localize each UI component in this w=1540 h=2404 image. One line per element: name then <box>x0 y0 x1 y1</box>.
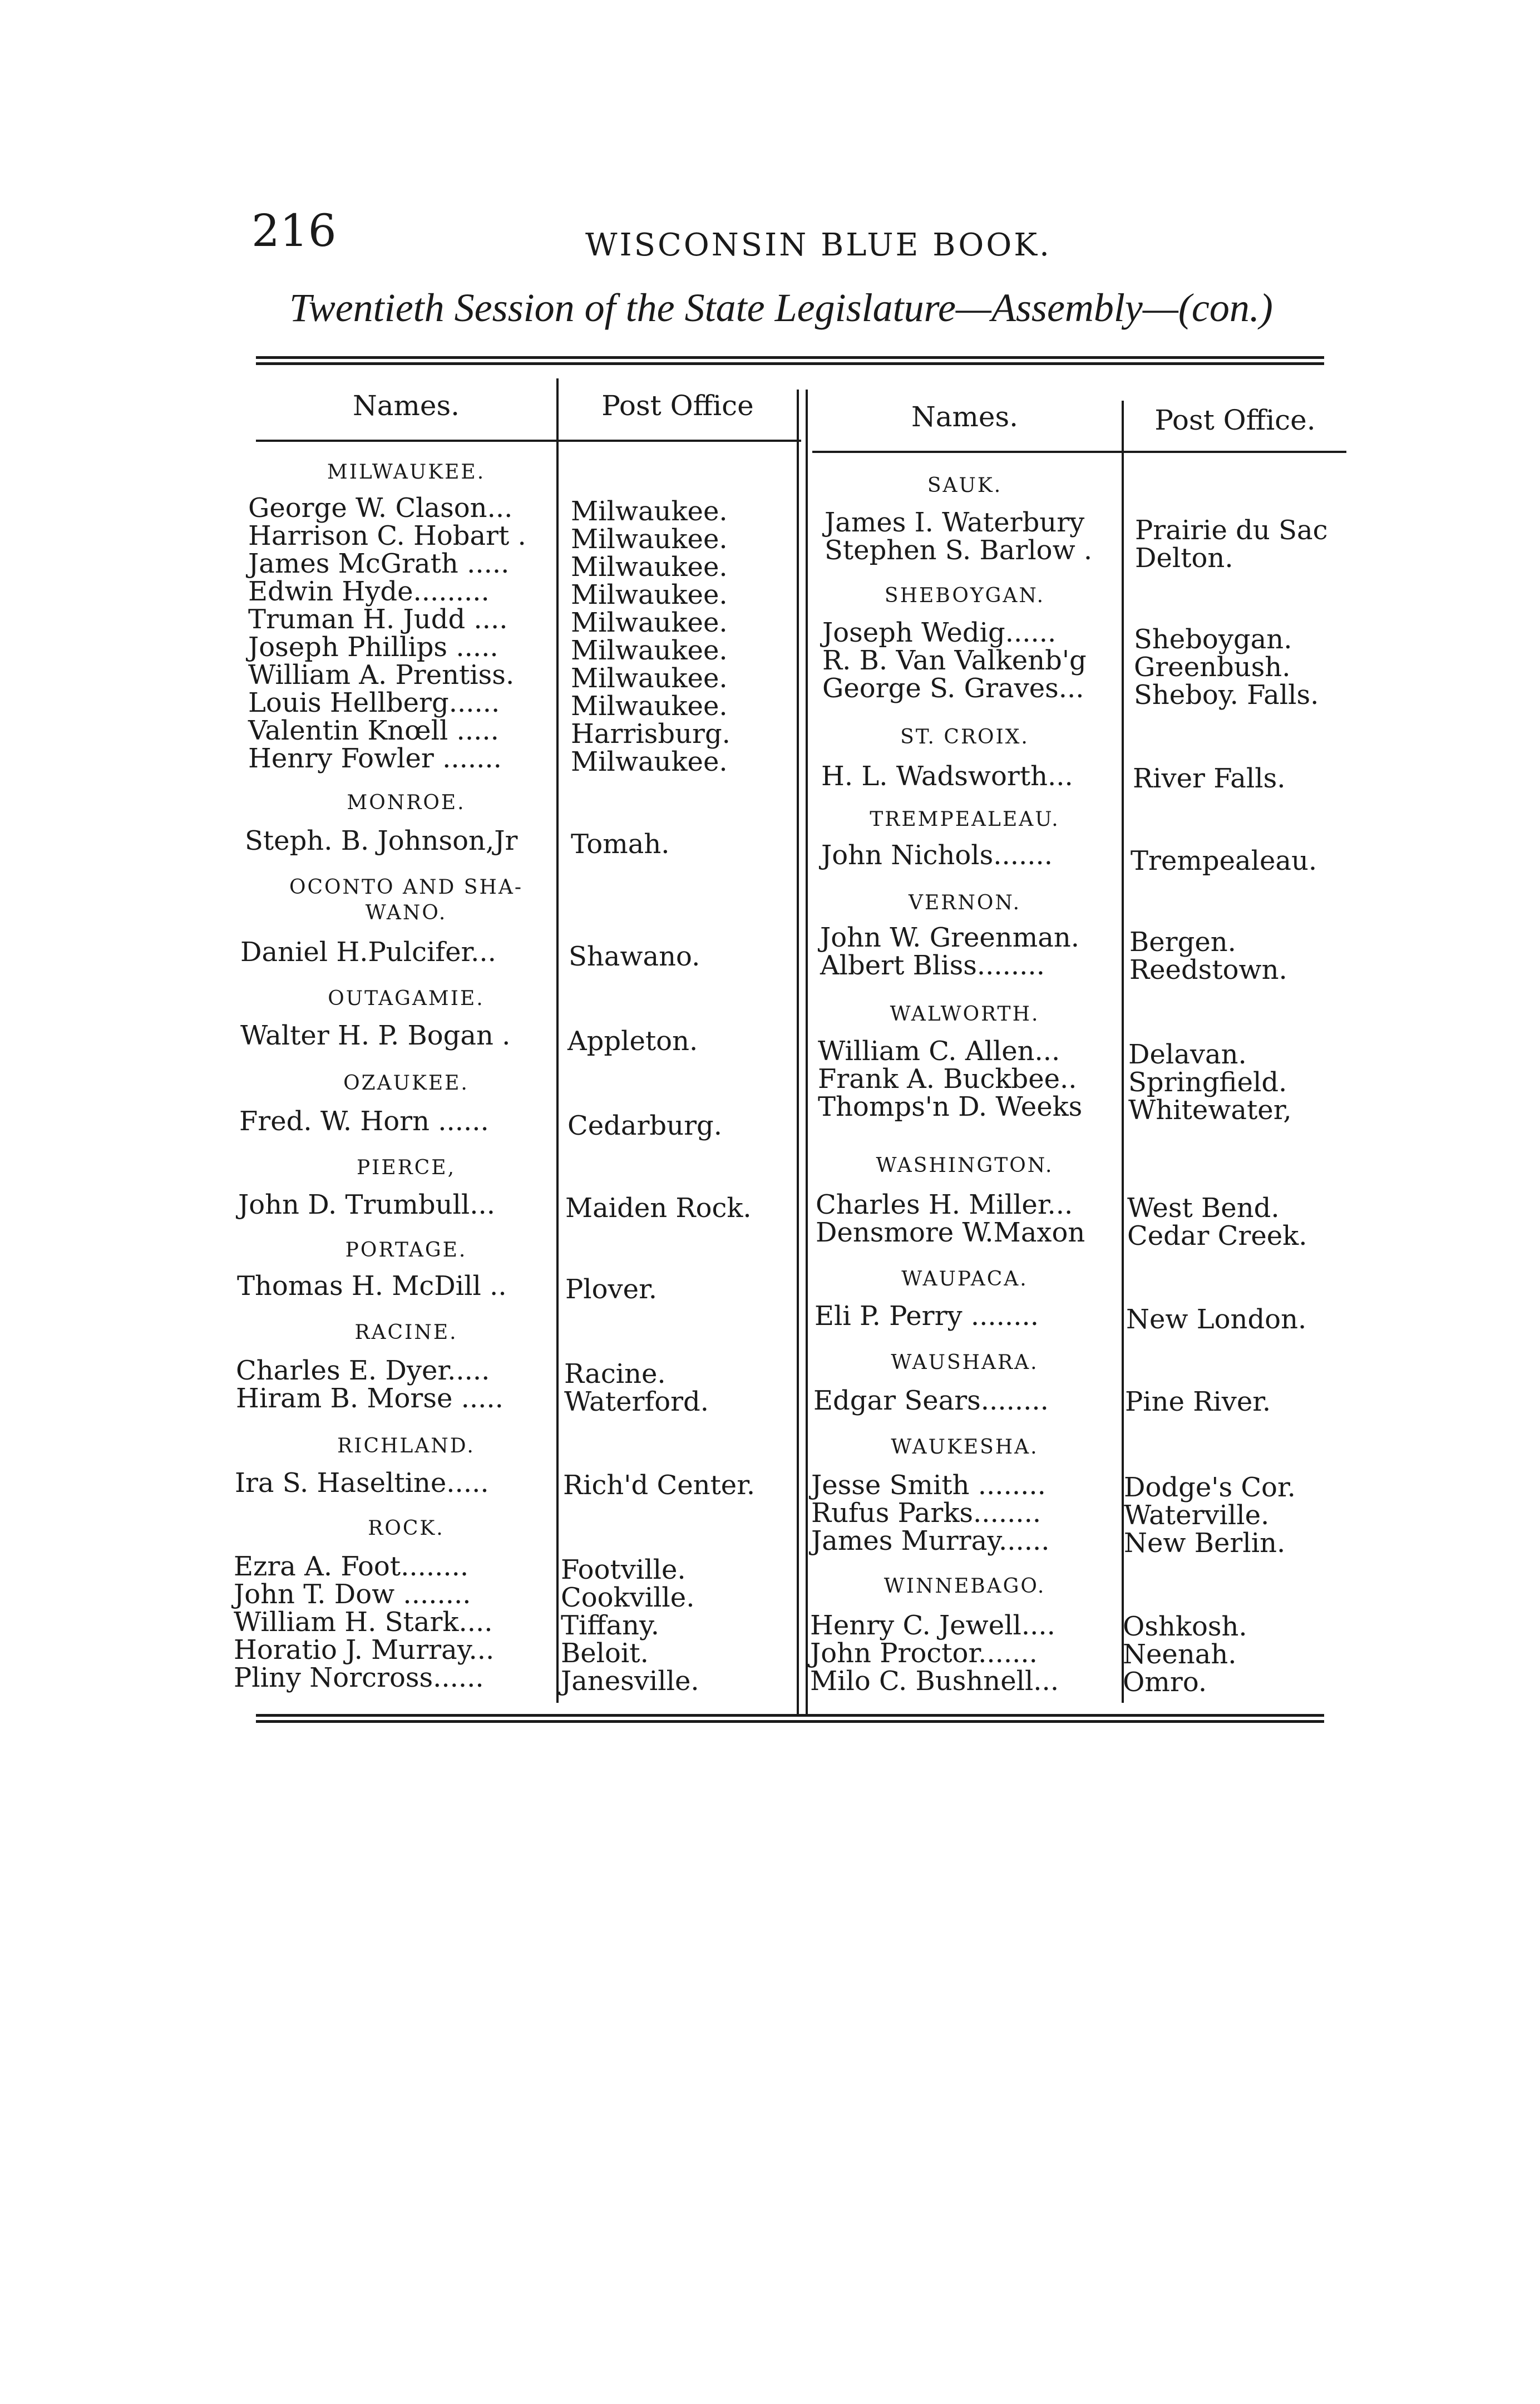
member-name: Thomps'n D. Weeks <box>818 1091 1083 1122</box>
member-name: James I. Waterbury <box>825 507 1085 538</box>
member-post-office: Delavan. <box>1128 1039 1247 1070</box>
header-left-names: Names. <box>352 390 460 422</box>
county-waukesha: WAUKESHA. <box>891 1436 1039 1459</box>
member-post-office: New London. <box>1126 1304 1307 1335</box>
member-post-office: Prairie du Sac <box>1135 515 1328 546</box>
member-post-office: River Falls. <box>1133 763 1286 794</box>
member-post-office: Shawano. <box>569 941 700 972</box>
left-header-rule <box>256 440 801 442</box>
member-name: Jesse Smith ........ <box>811 1470 1046 1501</box>
member-name: Horatio J. Murray... <box>234 1634 495 1666</box>
county-oconto-line1: OCONTO AND SHA- <box>289 876 524 899</box>
county-outagamie: OUTAGAMIE. <box>328 987 485 1010</box>
county-sheboygan: SHEBOYGAN. <box>884 584 1045 607</box>
member-post-office: New Berlin. <box>1124 1528 1286 1559</box>
page-number: 216 <box>251 205 337 257</box>
member-post-office: Bergen. <box>1129 927 1236 958</box>
member-post-office: Delton. <box>1135 543 1233 574</box>
member-name: Milo C. Bushnell... <box>810 1666 1059 1697</box>
member-post-office: Milwaukee. <box>571 551 728 583</box>
member-name: Valentin Knœll ..... <box>248 715 499 746</box>
member-name: Steph. B. Johnson,Jr <box>245 825 518 856</box>
member-name: Ira S. Haseltine..... <box>235 1467 489 1499</box>
member-post-office: Waterford. <box>564 1386 709 1417</box>
member-post-office: Racine. <box>564 1358 666 1390</box>
member-post-office: Milwaukee. <box>571 635 728 666</box>
county-winnebago: WINNEBAGO. <box>883 1575 1046 1598</box>
member-post-office: Trempealeau. <box>1131 845 1317 876</box>
member-post-office: Milwaukee. <box>571 691 728 722</box>
county-pierce: PIERCE, <box>356 1156 456 1179</box>
member-name: Pliny Norcross...... <box>234 1662 484 1693</box>
member-name: Edgar Sears........ <box>813 1385 1049 1416</box>
member-name: Joseph Phillips ..... <box>248 632 498 663</box>
member-post-office: Cedarburg. <box>567 1110 722 1141</box>
member-post-office: Pine River. <box>1125 1386 1271 1417</box>
member-name: Fred. W. Horn ...... <box>239 1106 489 1137</box>
member-post-office: Milwaukee. <box>571 524 728 555</box>
member-name: William H. Stark.... <box>234 1607 493 1638</box>
member-name: Truman H. Judd .... <box>248 604 508 635</box>
member-post-office: Milwaukee. <box>571 607 728 638</box>
county-rock: ROCK. <box>368 1517 445 1540</box>
member-name: William A. Prentiss. <box>248 659 515 691</box>
member-name: Daniel H.Pulcifer... <box>240 937 496 968</box>
county-richland: RICHLAND. <box>337 1435 475 1457</box>
county-vernon: VERNON. <box>908 891 1021 914</box>
member-name: John W. Greenman. <box>820 922 1080 953</box>
member-name: Walter H. P. Bogan . <box>240 1020 511 1051</box>
county-trempealeau: TREMPEALEAU. <box>870 808 1060 831</box>
member-post-office: Springfield. <box>1128 1067 1287 1098</box>
member-name: Harrison C. Hobart . <box>248 520 526 551</box>
member-name: Edwin Hyde......... <box>248 576 490 607</box>
county-waupaca: WAUPACA. <box>901 1268 1028 1290</box>
county-monroe: MONROE. <box>347 791 466 814</box>
member-name: James Murray...... <box>811 1525 1050 1556</box>
table-top-rule <box>256 356 1324 365</box>
member-post-office: Plover. <box>565 1274 657 1305</box>
divider-center-a <box>797 390 799 1714</box>
member-name: H. L. Wadsworth... <box>821 761 1073 792</box>
header-right-names: Names. <box>911 401 1019 433</box>
member-name: Charles E. Dyer..... <box>236 1355 490 1386</box>
member-name: Densmore W.Maxon <box>816 1217 1085 1248</box>
member-name: Hiram B. Morse ..... <box>236 1383 504 1414</box>
county-racine: RACINE. <box>354 1321 458 1344</box>
member-post-office: Omro. <box>1123 1667 1207 1698</box>
county-oconto-line2: WANO. <box>365 902 447 924</box>
county-portage: PORTAGE. <box>345 1239 467 1262</box>
member-post-office: Sheboy. Falls. <box>1134 679 1319 711</box>
county-sauk: SAUK. <box>927 474 1003 497</box>
member-post-office: Reedstown. <box>1129 954 1287 986</box>
member-post-office: Milwaukee. <box>571 746 728 777</box>
member-name: Rufus Parks........ <box>811 1497 1042 1529</box>
county-washington: WASHINGTON. <box>876 1154 1054 1177</box>
member-post-office: Milwaukee. <box>571 663 728 694</box>
member-name: Charles H. Miller... <box>816 1189 1073 1220</box>
member-post-office: Whitewater, <box>1128 1095 1292 1126</box>
member-name: James McGrath ..... <box>248 548 510 579</box>
member-post-office: Appleton. <box>567 1026 698 1057</box>
member-name: Albert Bliss........ <box>820 950 1045 981</box>
member-name: Frank A. Buckbee.. <box>818 1063 1077 1095</box>
member-post-office: Rich'd Center. <box>563 1470 756 1501</box>
right-header-rule <box>812 451 1346 453</box>
page-subtitle: Twentieth Session of the State Legislature—Assembly—(con.) <box>289 285 1273 330</box>
member-name: Thomas H. McDill .. <box>237 1270 507 1302</box>
member-name: William C. Allen... <box>818 1036 1060 1067</box>
member-post-office: Dodge's Cor. <box>1124 1472 1296 1503</box>
member-name: John Proctor....... <box>810 1638 1038 1669</box>
member-post-office: West Bend. <box>1127 1193 1280 1224</box>
county-ozaukee: OZAUKEE. <box>343 1072 469 1095</box>
county-waushara: WAUSHARA. <box>891 1351 1039 1374</box>
member-name: Ezra A. Foot........ <box>234 1551 469 1582</box>
member-post-office: Neenah. <box>1123 1639 1237 1670</box>
table-bottom-rule <box>256 1714 1324 1723</box>
member-name: John D. Trumbull... <box>238 1189 496 1220</box>
county-st-croix: ST. CROIX. <box>900 726 1029 748</box>
member-name: George S. Graves... <box>822 673 1084 704</box>
member-name: Henry Fowler ....... <box>248 743 502 774</box>
county-walworth: WALWORTH. <box>890 1003 1040 1026</box>
header-right-post-office: Post Office. <box>1154 404 1316 436</box>
member-name: John Nichols....... <box>821 840 1053 871</box>
member-name: George W. Clason... <box>248 492 513 524</box>
member-post-office: Sheboygan. <box>1134 624 1292 655</box>
member-name: Joseph Wedig...... <box>822 617 1057 648</box>
member-name: Eli P. Perry ........ <box>815 1300 1039 1332</box>
member-post-office: Greenbush. <box>1134 652 1291 683</box>
member-name: R. B. Van Valkenb'g <box>822 645 1087 676</box>
member-post-office: Footville. <box>561 1554 686 1585</box>
header-left-post-office: Post Office <box>601 390 754 422</box>
member-post-office: Milwaukee. <box>571 579 728 610</box>
member-post-office: Beloit. <box>561 1638 649 1669</box>
member-post-office: Tiffany. <box>561 1610 659 1641</box>
member-name: Stephen S. Barlow . <box>825 535 1093 566</box>
member-post-office: Milwaukee. <box>571 496 728 527</box>
member-post-office: Waterville. <box>1124 1500 1270 1531</box>
member-name: John T. Dow ........ <box>234 1579 471 1610</box>
member-post-office: Tomah. <box>571 829 670 860</box>
member-post-office: Janesville. <box>561 1666 699 1697</box>
running-head: WISCONSIN BLUE BOOK. <box>585 227 1052 263</box>
member-post-office: Oshkosh. <box>1123 1611 1247 1642</box>
member-post-office: Cookville. <box>561 1582 695 1613</box>
member-name: Louis Hellberg...... <box>248 687 500 718</box>
member-post-office: Harrisburg. <box>571 718 730 750</box>
member-post-office: Maiden Rock. <box>565 1193 752 1224</box>
county-milwaukee: MILWAUKEE. <box>327 461 486 484</box>
member-post-office: Cedar Creek. <box>1127 1220 1307 1252</box>
member-name: Henry C. Jewell.... <box>810 1610 1055 1641</box>
divider-left-names-po <box>556 378 559 1703</box>
